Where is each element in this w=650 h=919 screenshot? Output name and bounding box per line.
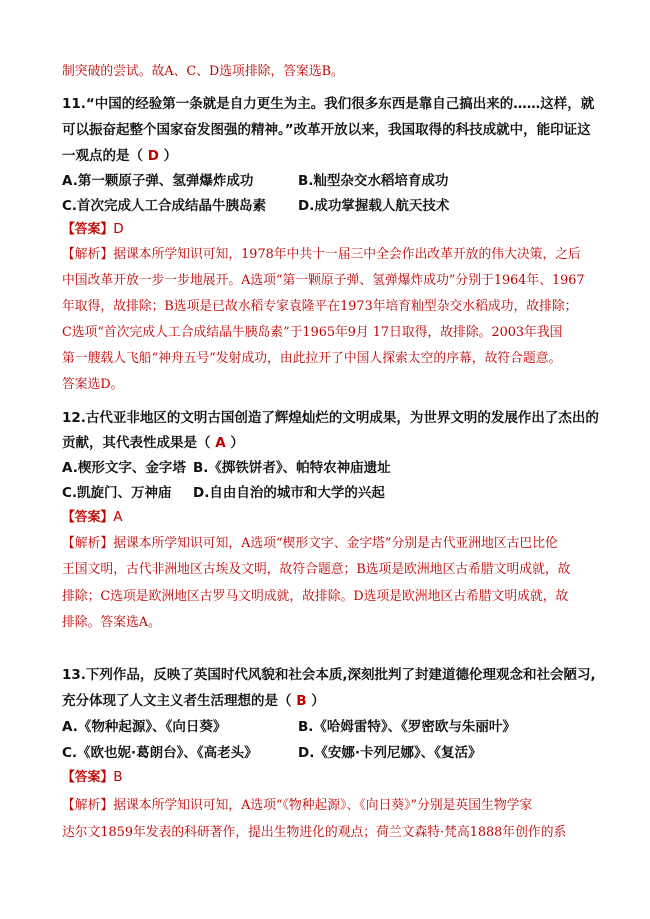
q12-option-a: A.楔形文字、金字塔 — [62, 460, 186, 476]
q13-stem-end: 充分体现了人文主义者生活理想的是（ — [62, 693, 297, 709]
q11-analysis-line-6: 答案选D。 — [62, 377, 124, 392]
analysis-continuation: 制突破的尝试。故A、C、D选项排除，答案选B。 — [62, 64, 344, 79]
q11-option-a: A.第一颗原子弹、氢弹爆炸成功 — [62, 173, 254, 189]
q11-stem-line-3 — [62, 147, 177, 165]
q12-analysis-line-1: 【解析】据课本所学知识可知，A选项“楔形文字、金字塔”分别是古代亚洲地区古巴比伦 — [62, 536, 558, 551]
q11-analysis-line-4: C选项“首次完成人工合成结晶牛胰岛素”于1965年9月 17日取得，故排除。2003年我国 — [62, 325, 563, 340]
q12-stem-line-1: 12.古代亚非地区的文明古国创造了辉煌灿烂的文明成果，为世界文明的发展作出了杰出的 — [62, 410, 599, 426]
q11-inline-answer: D — [147, 148, 159, 164]
q11-option-d: D.成功掌握载人航天技术 — [298, 198, 450, 214]
q12-option-c: C.凯旋门、万神庙 — [62, 485, 172, 501]
q12-analysis-line-3: 排除；C选项是欧洲地区古罗马文明成就，故排除。D选项是欧洲地区古希腊文明成就，故 — [62, 589, 569, 604]
q11-answer: D — [113, 221, 124, 237]
q11-analysis-line-3: 年取得，故排除；B选项是已故水稻专家袁隆平在1973年培育籼型杂交水稻成功，故排除； — [62, 299, 578, 314]
q13-answer: B — [113, 769, 123, 785]
q12-answer: A — [113, 509, 123, 525]
q13-stem-close: ） — [306, 693, 325, 709]
q13-option-a: A.《物种起源》、《向日葵》 — [62, 719, 227, 735]
q12-answer-line — [62, 508, 122, 527]
q13-option-b: B.《哈姆雷特》、《罗密欧与朱丽叶》 — [298, 719, 516, 735]
q12-option-b: B.《掷铁饼者》、帕特农神庙遗址 — [193, 460, 391, 476]
q13-stem-line-1: 13.下列作品，反映了英国时代风貌和社会本质,深刻批判了封建道德伦理观念和社会陋习, — [62, 667, 596, 683]
q13-answer-line — [62, 768, 122, 787]
q13-option-d: D.《安娜·卡列尼娜》、《复活》 — [298, 745, 482, 761]
q11-option-b: B.籼型杂交水稻培育成功 — [298, 173, 449, 189]
q12-analysis-line-2: 王国文明，古代非洲地区古埃及文明，故符合题意；B选项是欧洲地区古希腊文明成就，故 — [62, 562, 571, 577]
q11-stem-line-1: 11.“中国的经验第一条就是自力更生为主。我们很多东西是靠自己搞出来的……这样，就 — [62, 96, 595, 112]
q13-answer-tag: 【答案】 — [62, 770, 114, 785]
q12-stem-line-2 — [62, 434, 244, 452]
q13-inline-answer: B — [296, 693, 307, 709]
q12-answer-tag: 【答案】 — [62, 510, 114, 525]
q13-analysis-line-1: 【解析】据课本所学知识可知，A选项“《物种起源》、《向日葵》”分别是英国生物学家 — [62, 798, 533, 813]
q11-answer-tag: 【答案】 — [62, 222, 114, 237]
q11-analysis-line-2: 中国改革开放一步一步地展开。A选项“第一颗原子弹、氢弹爆炸成功”分别于1964年、1967 — [62, 273, 585, 288]
q11-analysis-line-5: 第一艘载人飞船“神舟五号”发射成功，由此拉开了中国人探索太空的序幕，故符合题意。 — [62, 351, 562, 366]
q12-option-d: D.自由自治的城市和大学的兴起 — [193, 485, 385, 501]
q11-stem-close: ） — [158, 148, 178, 164]
q13-option-c: C.《欧也妮·葛朗台》、《高老头》 — [62, 745, 258, 761]
q12-inline-answer: A — [215, 435, 226, 451]
q11-analysis-line-1: 【解析】据课本所学知识可知，1978年中共十一届三中全会作出改革开放的伟大决策，之后 — [62, 247, 581, 262]
q11-answer-line — [62, 220, 124, 239]
q12-analysis-line-4: 排除。答案选A。 — [62, 615, 161, 630]
q11-stem-end: 一观点的是（ — [62, 148, 148, 164]
q12-stem-end: 贡献，其代表性成果是（ — [62, 435, 216, 451]
q11-option-c: C.首次完成人工合成结晶牛胰岛素 — [62, 198, 267, 214]
q11-stem-line-2: 可以振奋起整个国家奋发图强的精神。”改革开放以来，我国取得的科技成就中，能印证这 — [62, 122, 591, 138]
q12-stem-close: ） — [225, 435, 244, 451]
q13-analysis-line-2: 达尔文1859年发表的科研著作，提出生物进化的观点；荷兰文森特·梵高1888年创作的系 — [62, 825, 567, 840]
q13-stem-line-2 — [62, 692, 325, 710]
